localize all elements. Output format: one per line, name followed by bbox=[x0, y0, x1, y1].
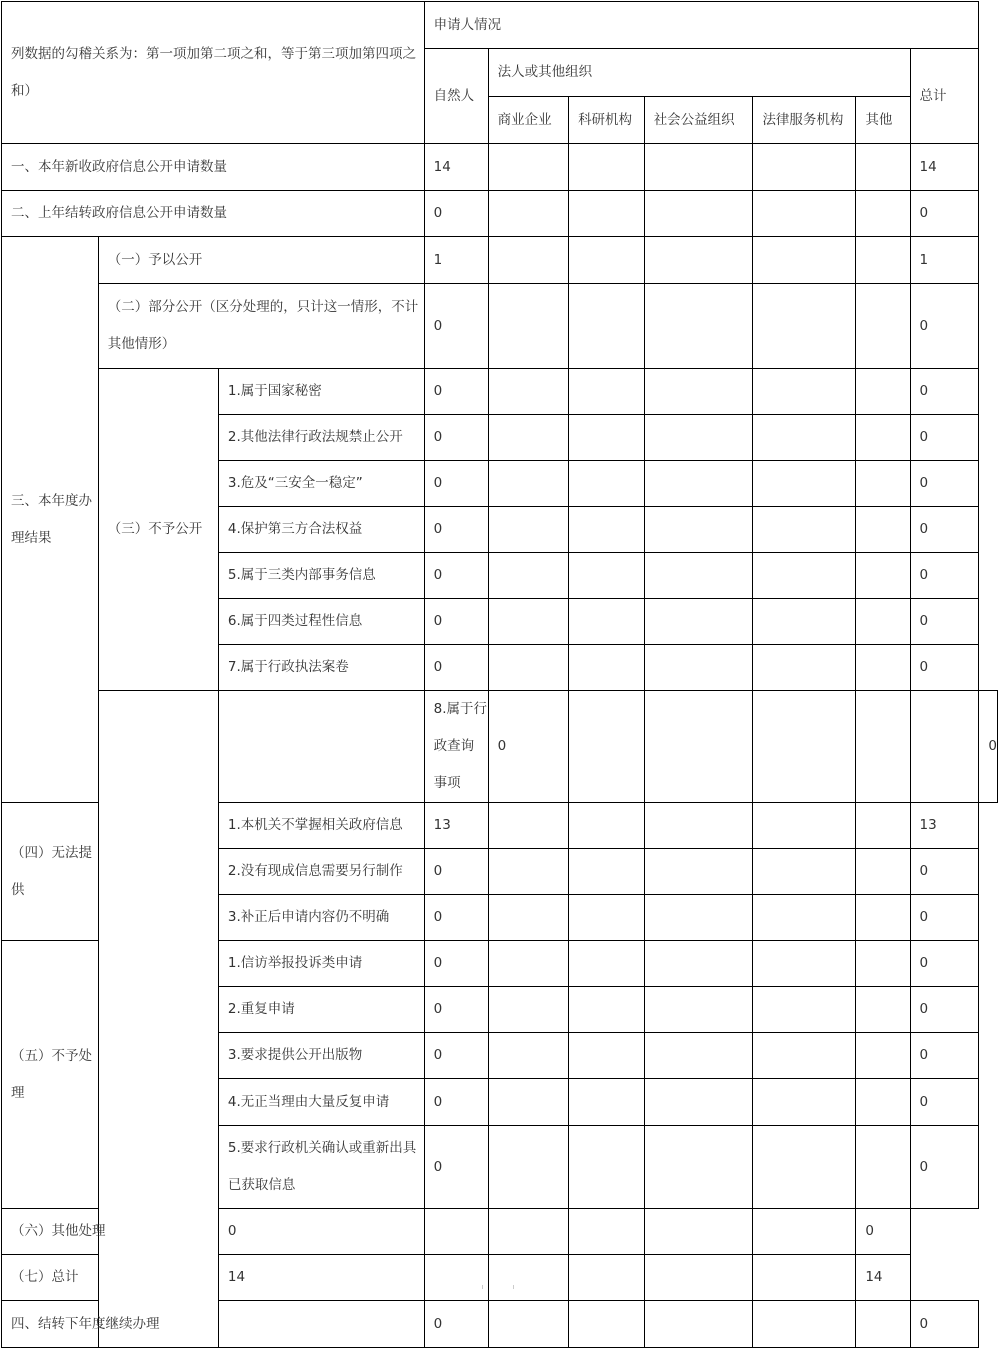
item-label: 7.属于行政执法案卷 bbox=[218, 645, 424, 691]
item-label: 5.属于三类内部事务信息 bbox=[218, 553, 424, 599]
cell-total: 0 bbox=[856, 1209, 910, 1255]
cell-natural: 0 bbox=[424, 461, 488, 507]
item-label: 1.信访举报投诉类申请 bbox=[218, 941, 424, 987]
table-row bbox=[2, 691, 998, 803]
cell-natural: 13 bbox=[424, 803, 488, 849]
cell-natural: 14 bbox=[424, 144, 488, 191]
section3-label: 三、本年度办理结果 bbox=[2, 237, 99, 803]
item-label: 1.属于国家秘密 bbox=[218, 369, 424, 415]
cell-natural: 0 bbox=[424, 987, 488, 1033]
cell-total: 0 bbox=[910, 1033, 979, 1079]
header-org-research: 科研机构 bbox=[569, 97, 645, 144]
row-label: （六）其他处理 bbox=[2, 1209, 219, 1255]
cell-total: 0 bbox=[910, 1301, 979, 1348]
item-label: 3.要求提供公开出版物 bbox=[218, 1033, 424, 1079]
header-org-legal-service: 法律服务机构 bbox=[753, 97, 856, 144]
item-label: 3.补正后申请内容仍不明确 bbox=[218, 895, 424, 941]
table-row bbox=[2, 1255, 998, 1301]
cell-natural: 0 bbox=[424, 369, 488, 415]
header-natural-person: 自然人 bbox=[424, 49, 488, 144]
row-label: （一）予以公开 bbox=[98, 237, 424, 284]
cell-total: 0 bbox=[910, 415, 979, 461]
group-label: （三）不予公开 bbox=[98, 369, 218, 691]
item-label: 5.要求行政机关确认或重新出具已获取信息 bbox=[218, 1126, 424, 1209]
row-label: 一、本年新收政府信息公开申请数量 bbox=[2, 144, 425, 191]
cell-natural: 0 bbox=[424, 1079, 488, 1126]
item-label: 2.其他法律行政法规禁止公开 bbox=[218, 415, 424, 461]
cell-natural: 0 bbox=[424, 553, 488, 599]
cell-natural: 0 bbox=[424, 191, 488, 237]
cell-total: 0 bbox=[910, 849, 979, 895]
cell-natural: 0 bbox=[424, 1301, 488, 1348]
header-total: 总计 bbox=[910, 49, 979, 144]
row-label: （二）部分公开（区分处理的，只计这一情形，不计其他情形） bbox=[98, 284, 424, 369]
cell-total: 0 bbox=[910, 1126, 979, 1209]
item-label: 4.无正当理由大量反复申请 bbox=[218, 1079, 424, 1126]
table-row bbox=[2, 1301, 998, 1348]
header-legal-or-other-org: 法人或其他组织 bbox=[488, 49, 910, 97]
group-label: （四）无法提供 bbox=[2, 803, 99, 941]
cell-total: 0 bbox=[910, 599, 979, 645]
cell-natural: 0 bbox=[218, 1209, 424, 1255]
item-label: 8.属于行政查询事项 bbox=[424, 691, 488, 803]
cell-natural: 0 bbox=[424, 507, 488, 553]
cell-natural: 0 bbox=[424, 1126, 488, 1209]
table-row bbox=[2, 284, 998, 369]
cell-natural: 0 bbox=[424, 599, 488, 645]
row-label: 四、结转下年度继续办理 bbox=[2, 1301, 425, 1348]
cell-total: 0 bbox=[910, 461, 979, 507]
item-label: 2.没有现成信息需要另行制作 bbox=[218, 849, 424, 895]
cell-total: 0 bbox=[910, 895, 979, 941]
item-label: 3.危及“三安全一稳定” bbox=[218, 461, 424, 507]
table-row bbox=[2, 1209, 998, 1255]
header-org-other: 其他 bbox=[856, 97, 910, 144]
cell-natural: 14 bbox=[218, 1255, 424, 1301]
cell-natural: 0 bbox=[424, 284, 488, 369]
cell-natural: 0 bbox=[424, 1033, 488, 1079]
cell-total: 1 bbox=[910, 237, 979, 284]
page-break-marker bbox=[482, 1285, 514, 1289]
item-label: 4.保护第三方合法权益 bbox=[218, 507, 424, 553]
cell-total: 13 bbox=[910, 803, 979, 849]
cell-total: 14 bbox=[910, 144, 979, 191]
cell-natural: 0 bbox=[424, 645, 488, 691]
row-label: （七）总计 bbox=[2, 1255, 219, 1301]
cell-total: 0 bbox=[910, 191, 979, 237]
cell-natural: 1 bbox=[424, 237, 488, 284]
table-row bbox=[2, 144, 998, 191]
cell-total: 0 bbox=[910, 284, 979, 369]
header-org-commercial: 商业企业 bbox=[488, 97, 568, 144]
cell-natural: 0 bbox=[424, 415, 488, 461]
item-label: 6.属于四类过程性信息 bbox=[218, 599, 424, 645]
cell-natural: 0 bbox=[424, 895, 488, 941]
cell-total: 14 bbox=[856, 1255, 910, 1301]
row-label: 二、上年结转政府信息公开申请数量 bbox=[2, 191, 425, 237]
table-row bbox=[2, 191, 998, 237]
header-note: 列数据的勾稽关系为：第一项加第二项之和，等于第三项加第四项之和） bbox=[2, 2, 425, 144]
cell-total: 0 bbox=[910, 1079, 979, 1126]
table-row bbox=[2, 237, 998, 284]
cell-total: 0 bbox=[910, 941, 979, 987]
cell-total: 0 bbox=[910, 507, 979, 553]
cell-natural: 0 bbox=[488, 691, 568, 803]
cell-total: 0 bbox=[910, 987, 979, 1033]
item-label: 1.本机关不掌握相关政府信息 bbox=[218, 803, 424, 849]
header-applicant-situation: 申请人情况 bbox=[424, 2, 979, 49]
table-row bbox=[2, 369, 998, 415]
cell-natural: 0 bbox=[424, 941, 488, 987]
cell-total: 0 bbox=[910, 645, 979, 691]
cell-total: 0 bbox=[979, 691, 998, 803]
cell-natural: 0 bbox=[424, 849, 488, 895]
disclosure-statistics-table bbox=[1, 1, 998, 1348]
header-org-public-welfare: 社会公益组织 bbox=[644, 97, 753, 144]
cell-total: 0 bbox=[910, 369, 979, 415]
group-label-blank bbox=[218, 691, 424, 803]
cell-total: 0 bbox=[910, 553, 979, 599]
group-label: （五）不予处理 bbox=[2, 941, 99, 1209]
item-label: 2.重复申请 bbox=[218, 987, 424, 1033]
